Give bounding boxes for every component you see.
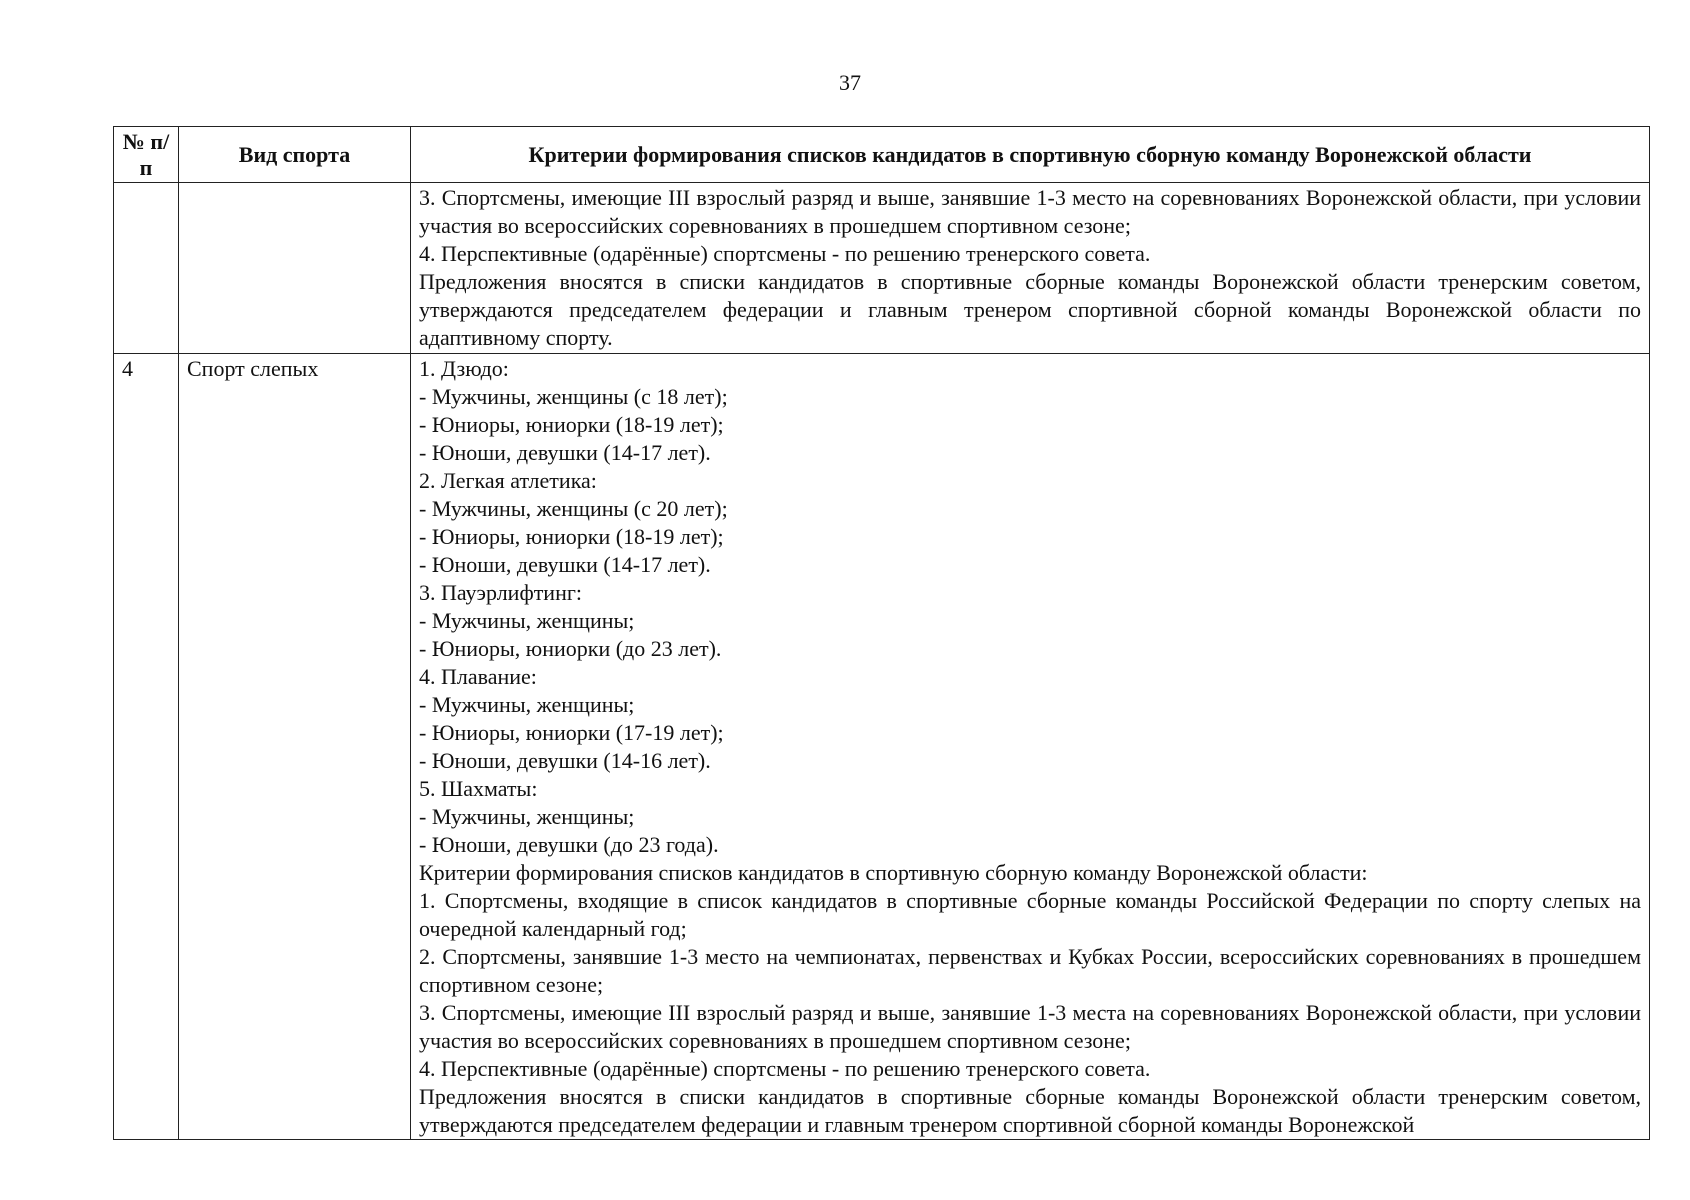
page-number: 37 <box>839 70 861 95</box>
cell-sport <box>179 183 411 354</box>
criteria-line: 1. Дзюдо: <box>419 356 509 381</box>
cell-sport: Спорт слепых <box>179 354 411 1140</box>
cell-num: 4 <box>114 354 179 1140</box>
criteria-paragraph: 3. Спортсмены, имеющие III взрослый разряд и выше, занявшие 1-3 места на соревнованиях Воронежской области, при условии участия во всероссийских соревнованиях в прошедшем спортивном сезоне; <box>419 1000 1641 1053</box>
criteria-table <box>113 126 1650 1140</box>
table-row-continuation <box>114 183 1650 354</box>
criteria-line: - Мужчины, женщины; <box>419 692 635 717</box>
cell-num <box>114 183 179 354</box>
header-num: № п/п <box>114 127 179 183</box>
criteria-line: - Юниоры, юниорки (18-19 лет); <box>419 412 724 437</box>
criteria-line: 2. Легкая атлетика: <box>419 468 597 493</box>
criteria-line: - Юноши, девушки (14-16 лет). <box>419 748 711 773</box>
criteria-paragraph: 4. Перспективные (одарённые) спортсмены - по решению тренерского совета. <box>419 241 1151 266</box>
table-row-4 <box>114 354 1650 1140</box>
criteria-line: - Юноши, девушки (до 23 года). <box>419 832 719 857</box>
criteria-line: 4. Плавание: <box>419 664 537 689</box>
criteria-line: - Мужчины, женщины (с 18 лет); <box>419 384 728 409</box>
criteria-paragraph: Предложения вносятся в списки кандидатов в спортивные сборные команды Воронежской области тренерским советом, утверждаются председателем федерации и главным тренером спортивной сборной команды Воронежской области по адаптивному спорту. <box>419 269 1641 350</box>
header-sport: Вид спорта <box>179 127 411 183</box>
criteria-paragraph: 1. Спортсмены, входящие в список кандидатов в спортивные сборные команды Российской Федерации по спорту слепых на очередной календарный год; <box>419 888 1641 941</box>
criteria-line: Критерии формирования списков кандидатов в спортивную сборную команду Воронежской области: <box>419 860 1368 885</box>
cell-criteria <box>411 354 1650 1140</box>
criteria-paragraph: 2. Спортсмены, занявшие 1-3 место на чемпионатах, первенствах и Кубках России, всероссийских соревнованиях в прошедшем спортивном сезоне; <box>419 944 1641 997</box>
criteria-line: 5. Шахматы: <box>419 776 538 801</box>
header-criteria: Критерии формирования списков кандидатов в спортивную сборную команду Воронежской области <box>411 127 1650 183</box>
criteria-line: - Юниоры, юниорки (18-19 лет); <box>419 524 724 549</box>
criteria-line: - Мужчины, женщины (с 20 лет); <box>419 496 728 521</box>
criteria-paragraph: 3. Спортсмены, имеющие III взрослый разряд и выше, занявшие 1-3 место на соревнованиях Воронежской области, при условии участия во всероссийских соревнованиях в прошедшем спортивном сезоне; <box>419 185 1641 238</box>
criteria-line: - Юноши, девушки (14-17 лет). <box>419 440 711 465</box>
criteria-line: - Мужчины, женщины; <box>419 804 635 829</box>
criteria-line: - Юниоры, юниорки (17-19 лет); <box>419 720 724 745</box>
criteria-paragraph: Предложения вносятся в списки кандидатов в спортивные сборные команды Воронежской области тренерским советом, утверждаются председателем федерации и главным тренером спортивной сборной команды Воронежской <box>419 1084 1641 1137</box>
cell-criteria <box>411 183 1650 354</box>
criteria-line: 3. Пауэрлифтинг: <box>419 580 582 605</box>
table-header-row <box>114 127 1650 183</box>
criteria-line: - Мужчины, женщины; <box>419 608 635 633</box>
criteria-paragraph: 4. Перспективные (одарённые) спортсмены - по решению тренерского совета. <box>419 1056 1151 1081</box>
criteria-line: - Юноши, девушки (14-17 лет). <box>419 552 711 577</box>
criteria-line: - Юниоры, юниорки (до 23 лет). <box>419 636 722 661</box>
